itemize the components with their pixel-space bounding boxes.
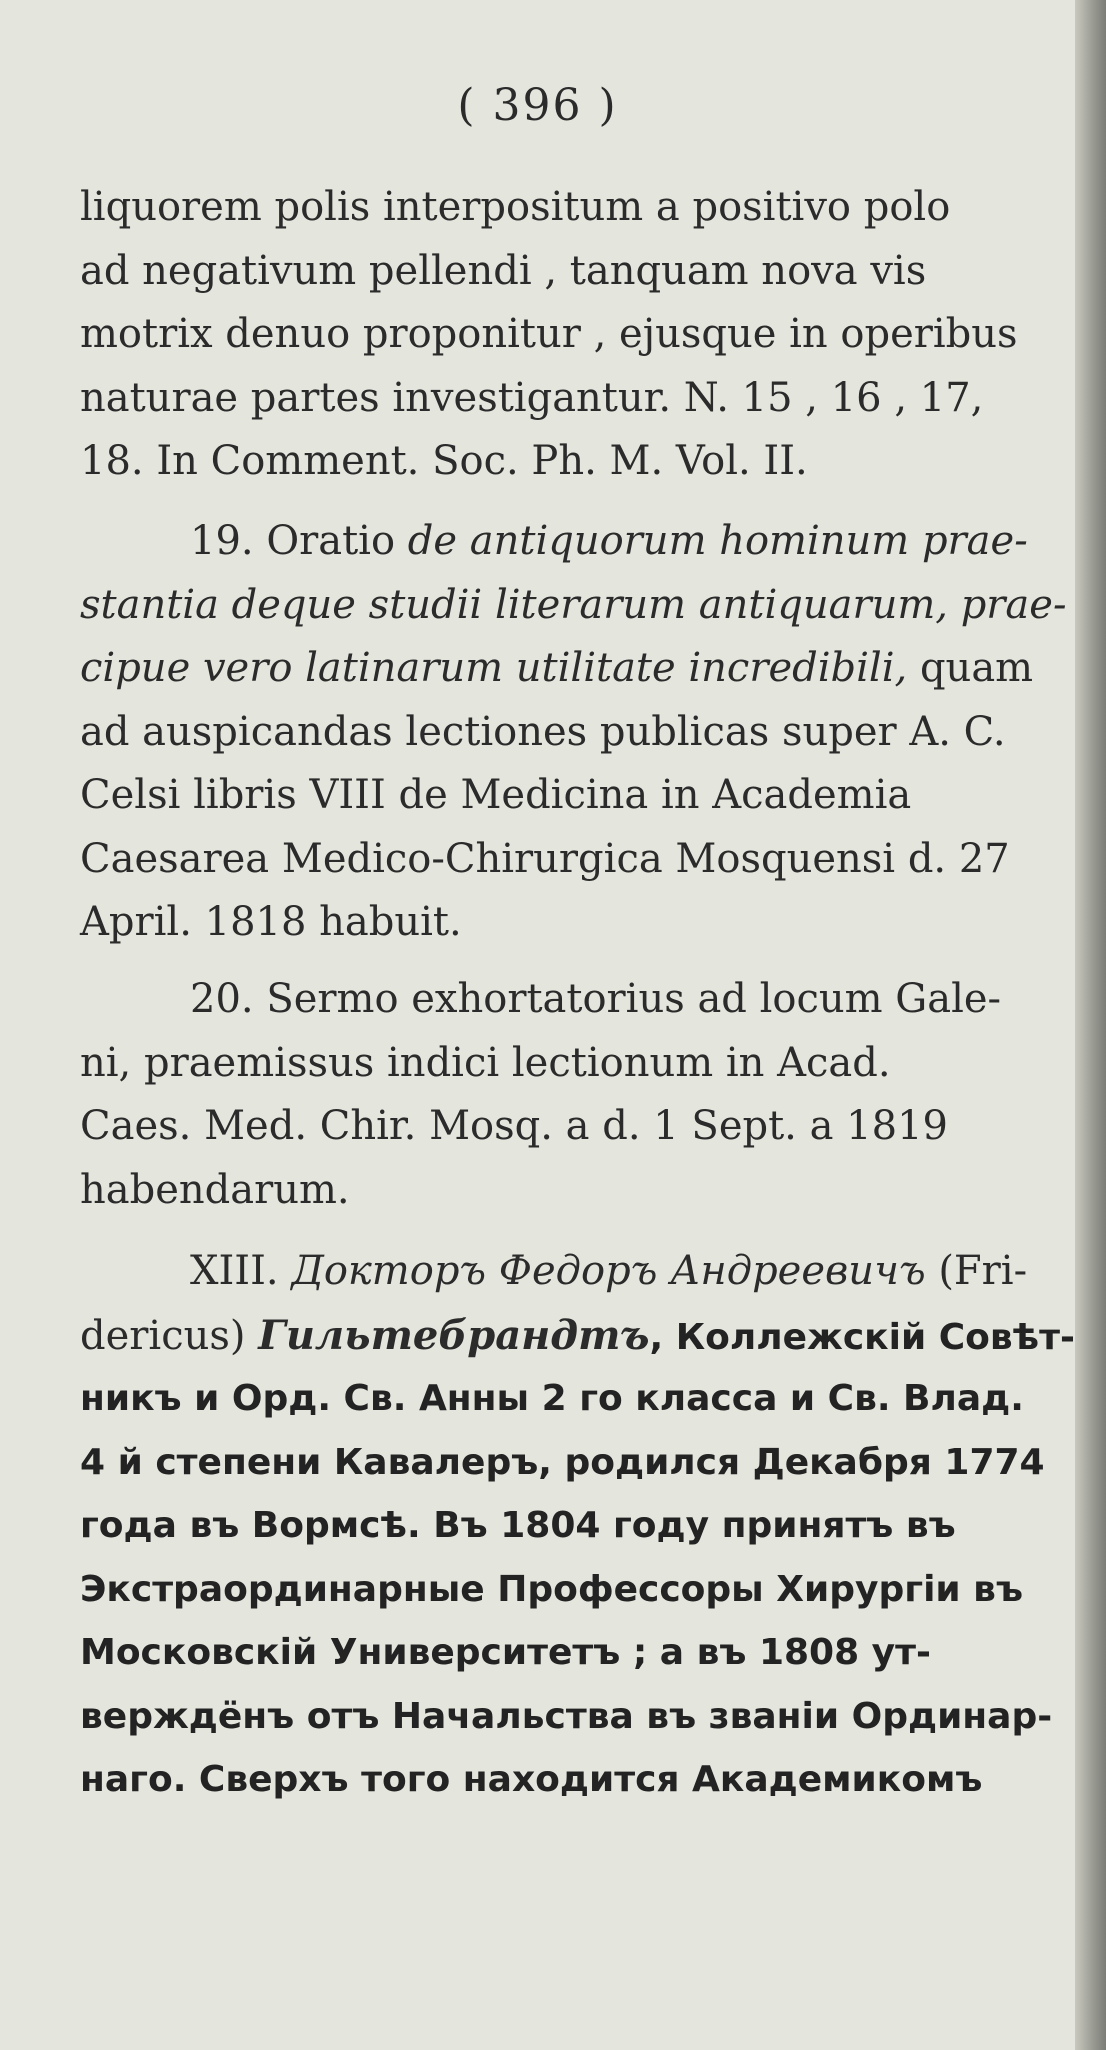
text-line: April. 1818 habuit.: [80, 899, 462, 945]
text-line: Экстраординарные Профессоры Хирургіи въ: [80, 1568, 1023, 1610]
text-line: 4 й степени Кавалеръ, родился Декабря 1774: [80, 1441, 1045, 1483]
paragraph-continuation: [80, 176, 1060, 494]
text-line: 20. Sermo exhortatorius ad locum Gale-: [190, 976, 1002, 1022]
text-line: наго. Сверхъ того находится Академикомъ: [80, 1759, 983, 1800]
paragraph-20: [80, 968, 1060, 1222]
paragraph-19: [80, 510, 1067, 955]
text-line: ad auspicandas lectiones publicas super A. C.: [80, 708, 1006, 755]
text-line: stantia deque studii literarum antiquarum, prae-: [80, 581, 1067, 628]
text-line: liquorem polis interpositum a positivo polo: [80, 184, 951, 230]
text-line: cipue vero latinarum utilitate incredibili, quam: [80, 645, 1034, 691]
page-number: ( 396 ): [457, 80, 618, 131]
text-line: 19. Oratio de antiquorum hominum prae-: [190, 518, 1028, 564]
text-line: Celsi libris VIII de Medicina in Academia: [80, 772, 912, 818]
text-line: верждёнъ отъ Начальства въ званіи Ординар-: [80, 1695, 1053, 1737]
text-line: XIII. Докторъ Федоръ Андреевичъ (Fri-: [190, 1248, 1028, 1294]
section-xiii: [80, 1240, 1075, 1812]
text-line: habendarum.: [80, 1166, 350, 1213]
text-line: Caes. Med. Chir. Mosq. a d. 1 Sept. a 1819: [80, 1103, 948, 1149]
text-line: года въ Вормсѣ. Въ 1804 году принятъ въ: [80, 1505, 956, 1546]
text-line: 18. In Comment. Soc. Ph. M. Vol. II.: [80, 438, 808, 484]
text-line: dericus) Гильтебрандтъ, Коллежскій Совѣт-: [80, 1311, 1075, 1359]
text-line: ad negativum pellendi , tanquam nova vis: [80, 247, 927, 294]
text-line: Caesarea Medico-Chirurgica Mosquensi d. 27: [80, 835, 1010, 882]
text-line: никъ и Орд. Св. Анны 2 го класса и Св. Влад.: [80, 1378, 1024, 1419]
text-line: motrix denuo proponitur , ejusque in operibus: [80, 311, 1018, 357]
text-line: Московскій Университетъ ; а въ 1808 ут-: [80, 1632, 931, 1673]
page-edge-shadow: [1075, 0, 1106, 2050]
text-line: naturae partes investigantur. N. 15 , 16 , 17,: [80, 374, 984, 421]
text-line: ni, praemissus indici lectionum in Acad.: [80, 1039, 891, 1086]
